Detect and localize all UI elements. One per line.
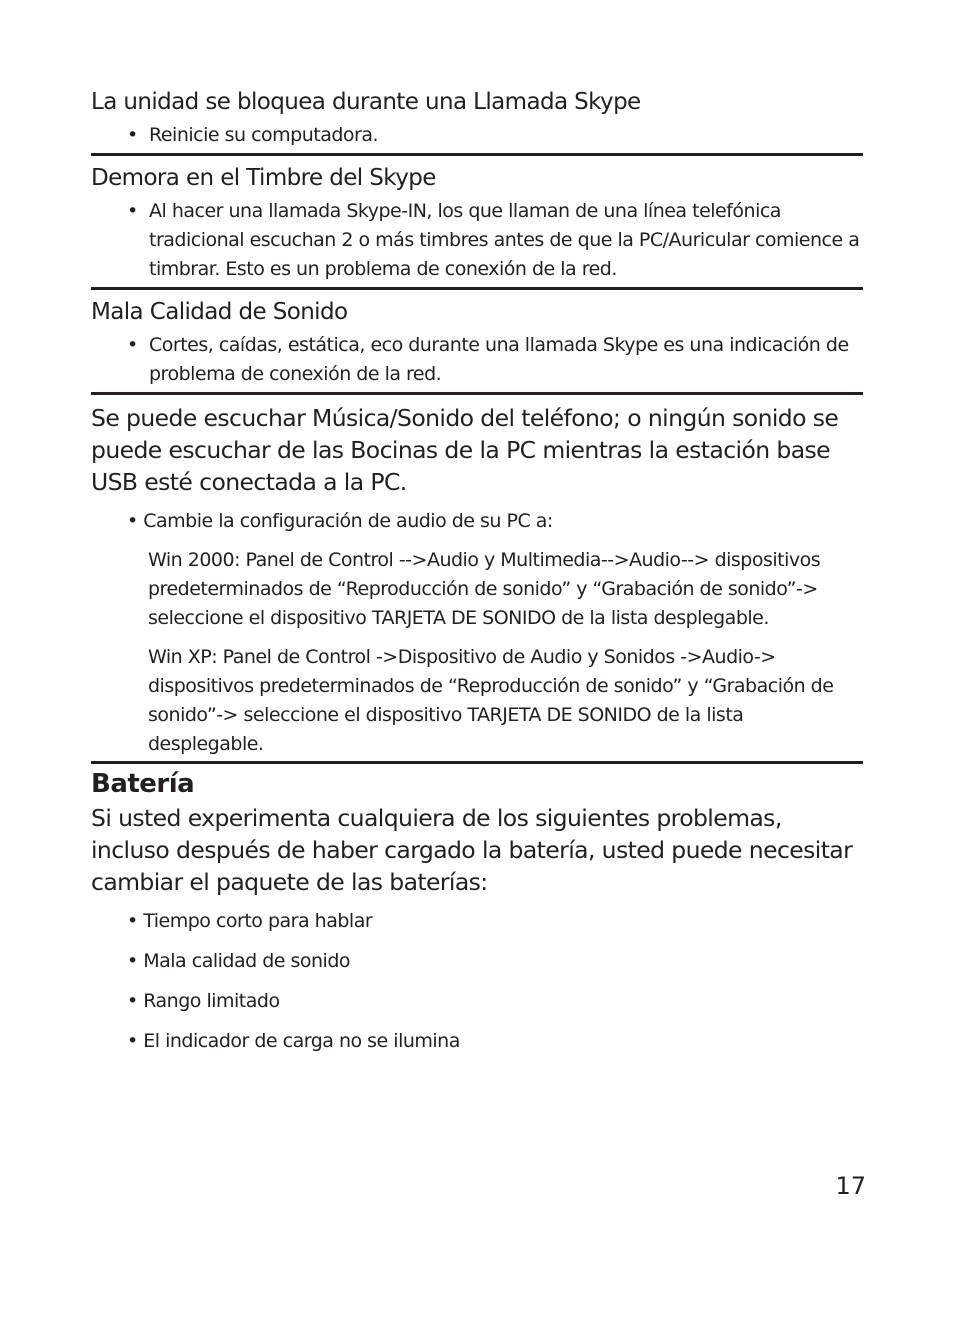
bullet-text: Cortes, caídas, estática, eco durante una llamada Skype es una indicación de problema de conexión de la red. [149,334,849,385]
bullet-icon: • [127,334,138,356]
section-divider [91,287,863,290]
list-item: • Rango limitado [127,990,280,1012]
section-title-freeze: La unidad se bloquea durante una Llamada Skype [91,89,641,115]
list-item [127,197,863,284]
list-item: • Mala calidad de sonido [127,950,351,972]
list-item [127,331,863,389]
section-divider [91,153,863,156]
list-item: • El indicador de carga no se ilumina [127,1030,460,1052]
winxp-instructions: Win XP: Panel de Control ->Dispositivo de Audio y Sonidos ->Audio-> dispositivos predeterminados de “Reproducción de sonido” y “Grabación de sonido”-> seleccione el dispositivo TARJETA DE SONIDO de la lista desplegable. [148,646,834,755]
section-divider [91,761,863,764]
bullet-icon: • [127,200,138,222]
bullet-icon: • [127,124,138,146]
list-item: • Cambie la configuración de audio de su PC a: [127,510,553,532]
list-item: • Tiempo corto para hablar [127,910,373,932]
battery-intro: Si usted experimenta cualquiera de los siguientes problemas, incluso después de haber cargado la batería, usted puede necesitar cambiar el paquete de las baterías: [91,804,853,896]
bullet-text: Al hacer una llamada Skype-IN, los que llaman de una línea telefónica tradicional escuchan 2 o más timbres antes de que la PC/Auricular comience a timbrar. Esto es un problema de conexión de la red. [149,200,860,280]
list-item [127,121,863,150]
win2000-instructions: Win 2000: Panel de Control -->Audio y Multimedia-->Audio--> dispositivos predeterminados de “Reproducción de sonido” y “Grabación de sonido”-> seleccione el dispositivo TARJETA DE SONIDO de la lista desplegable. [148,549,821,629]
battery-heading: Batería [91,769,195,799]
page-number: 17 [835,1172,866,1200]
section-title-audio: Se puede escuchar Música/Sonido del teléfono; o ningún sonido se puede escuchar de las Bocinas de la PC mientras la estación base USB esté conectada a la PC. [91,404,839,496]
section-title-ring-delay: Demora en el Timbre del Skype [91,165,436,191]
section-divider [91,392,863,395]
bullet-text: Reinicie su computadora. [149,124,379,146]
section-title-sound-quality: Mala Calidad de Sonido [91,299,348,325]
page-content [91,86,863,1056]
